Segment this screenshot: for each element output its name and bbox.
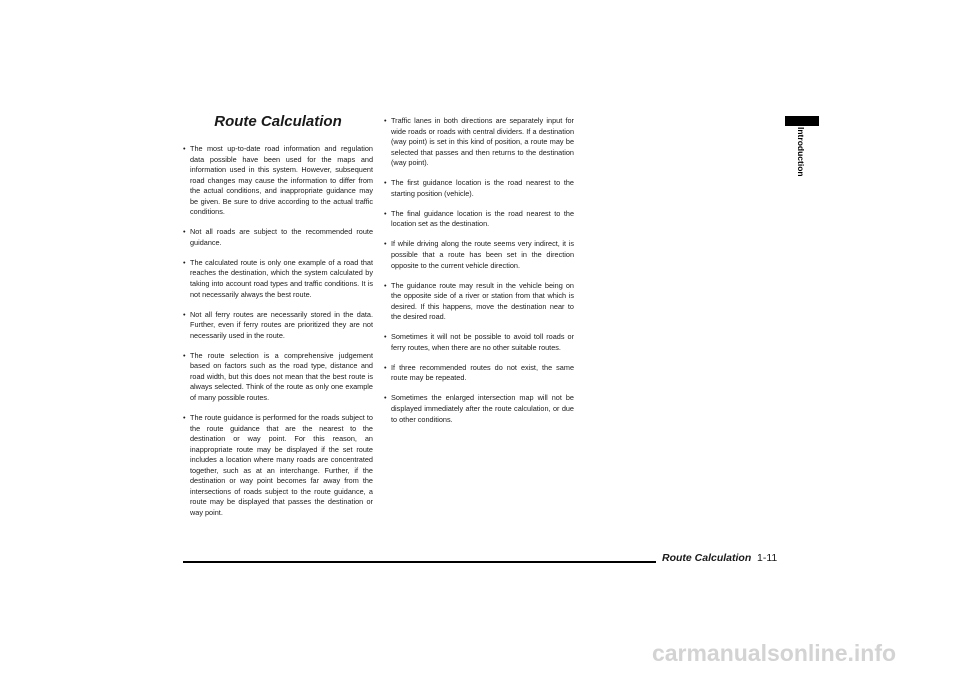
- list-item-text: The route selection is a comprehensive judgement based on factors such as the road type, distance and road width, but this does not mean that the best route is always selected. Think of the route as only one example of many possible routes.: [190, 350, 373, 402]
- right-bullet-list: [384, 116, 574, 425]
- list-item-text: The final guidance location is the road nearest to the location set as the destination.: [391, 208, 574, 229]
- bullet-icon: •: [183, 144, 186, 153]
- bullet-icon: •: [384, 280, 387, 290]
- list-item-text: The most up-to-date road information and regulation data possible have been used for the maps and information used in this system. However, subsequent road changes may cause the information to differ from the actual conditions, and inappropriate guidance may be given. Be sure to drive according to the actual traffic conditions.: [190, 144, 373, 217]
- list-item: [384, 363, 574, 384]
- bullet-icon: •: [183, 227, 186, 237]
- bullet-icon: •: [183, 412, 186, 422]
- list-item: [183, 310, 373, 342]
- list-item: [183, 144, 373, 218]
- section-tab-text: Introduction: [796, 127, 806, 177]
- section-tab-label: [796, 127, 808, 183]
- watermark: carmanualsonline.info: [651, 640, 897, 666]
- footer-section-title: Route Calculation: [662, 552, 752, 564]
- list-item: [384, 178, 574, 199]
- list-item-text: If while driving along the route seems very indirect, it is possible that a route has been set in the direction opposite to the current vehicle direction.: [391, 239, 574, 270]
- list-item-text: The first guidance location is the road nearest to the starting position (vehicle).: [391, 178, 574, 198]
- list-item-text: If three recommended routes do not exist, the same route may be repeated.: [391, 362, 574, 383]
- bullet-icon: •: [183, 350, 186, 360]
- list-item: [384, 116, 574, 169]
- list-item-text: Traffic lanes in both directions are separately input for wide roads or roads with central dividers. If a destination (way point) is set in this kind of position, a route may be selected that passes and then returns to the destination (way point).: [391, 116, 574, 168]
- list-item: [384, 281, 574, 323]
- list-item: [384, 393, 574, 425]
- bullet-icon: •: [384, 116, 387, 125]
- section-tab-marker: [785, 116, 819, 126]
- list-item-text: The route guidance is performed for the roads subject to the route guidance that are the nearest to the destination or way point. For this reason, an inappropriate route may be displayed if the set route includes a location where many roads are concentrated together, such as at an interchange. Further, if the destination or way point becomes far away from the intersections of roads subject to the route guidance, a route may be displayed that passes the destination or way point.: [190, 412, 373, 517]
- bullet-icon: •: [384, 393, 387, 403]
- left-column: [183, 144, 373, 528]
- right-column: [384, 116, 574, 435]
- list-item: [183, 227, 373, 248]
- list-item-text: Not all roads are subject to the recommended route guidance.: [190, 227, 373, 247]
- bullet-icon: •: [183, 309, 186, 319]
- list-item: [183, 351, 373, 404]
- bullet-icon: •: [384, 239, 387, 249]
- list-item: [384, 239, 574, 271]
- list-item-text: The guidance route may result in the vehicle being on the opposite side of a river or station from that which is desired. If this happens, move the destination near to the desired road.: [391, 280, 574, 322]
- bullet-icon: •: [384, 178, 387, 188]
- list-item: [183, 413, 373, 518]
- footer-rule: [183, 561, 656, 563]
- list-item-text: Not all ferry routes are necessarily stored in the data. Further, even if ferry routes are prioritized they are not necessarily used in the route.: [190, 309, 373, 340]
- left-bullet-list: [183, 144, 373, 518]
- list-item-text: Sometimes it will not be possible to avoid toll roads or ferry routes, when there are no other suitable routes.: [391, 332, 574, 352]
- list-item: [183, 258, 373, 300]
- list-item-text: The calculated route is only one example of a road that reaches the destination, which the system calculated by taking into account road types and traffic conditions. It is not necessarily always the best route.: [190, 257, 373, 299]
- list-item-text: Sometimes the enlarged intersection map will not be displayed immediately after the route calculation, or due to other conditions.: [391, 393, 574, 424]
- bullet-icon: •: [183, 257, 186, 267]
- bullet-icon: •: [384, 208, 387, 218]
- list-item: [384, 332, 574, 353]
- page-number: 1-11: [757, 552, 778, 564]
- list-item: [384, 209, 574, 230]
- bullet-icon: •: [384, 362, 387, 372]
- page-title: Route Calculation: [214, 113, 342, 130]
- bullet-icon: •: [384, 332, 387, 342]
